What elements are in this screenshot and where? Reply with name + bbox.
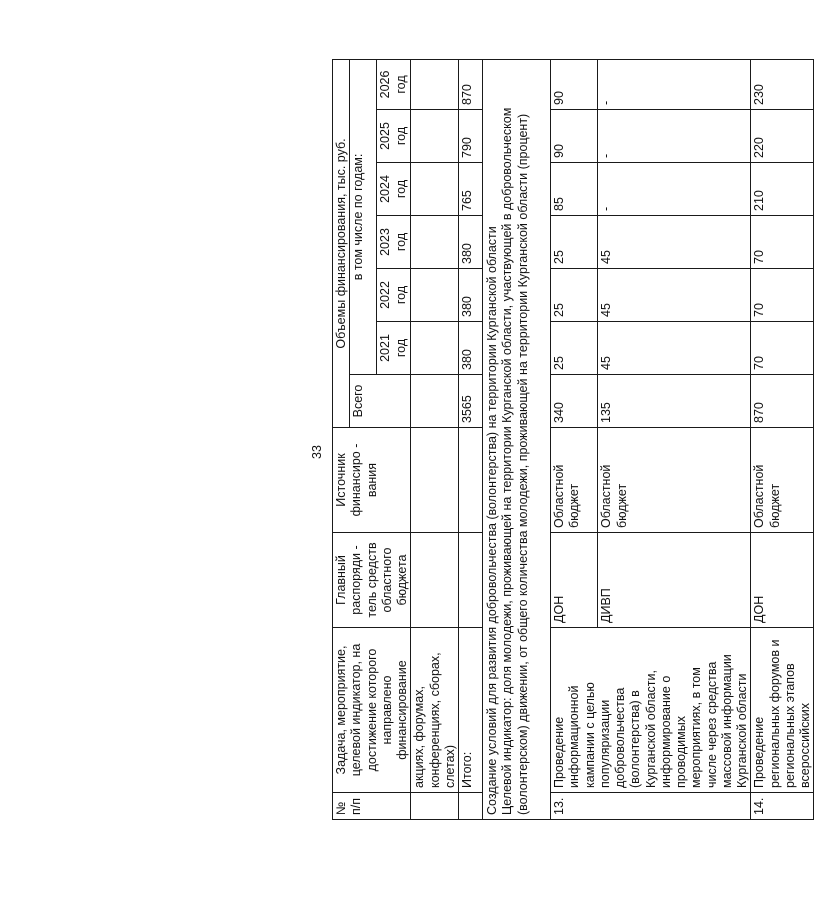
header-by-years: в том числе по годам: [350,59,377,374]
table-row [751,59,814,819]
row-source: Областной бюджет [598,428,751,533]
row-year: 210 [751,163,814,216]
header-year: 2025 год [377,110,411,163]
row-manager: ДОН [751,533,814,628]
header-year: 2023 год [377,216,411,269]
row-year: 25 [551,322,598,375]
header-volume: Объемы финансирования, тыс. руб. [333,59,350,427]
row-year: 45 [598,216,751,269]
row-total: 870 [751,375,814,428]
cont-task: акциях, форумах, конференциях, сборах, слетах) [411,628,459,793]
row-year: 45 [598,322,751,375]
row-total: 135 [598,375,751,428]
row-year: - [598,59,751,109]
row-year: 85 [551,163,598,216]
row-manager: ДИВП [598,533,751,628]
section-cell [483,59,551,819]
header-total: Всего [350,375,411,428]
row-total: 340 [551,375,598,428]
row-source: Областной бюджет [751,428,814,533]
total-year: 380 [459,216,483,269]
row-task: Проведение региональных форумов и региональных этапов всероссийских [751,628,814,793]
row-year: 90 [551,110,598,163]
total-sum: 3565 [459,375,483,428]
header-source: Источник финансиро - вания [333,428,411,533]
row-year: - [598,110,751,163]
total-year: 380 [459,322,483,375]
row-year: 220 [751,110,814,163]
total-row [459,59,483,819]
header-year: 2026 год [377,59,411,109]
header-year: 2024 год [377,163,411,216]
row-year: 90 [551,59,598,109]
row-year: - [598,163,751,216]
row-year: 70 [751,269,814,322]
row-year: 45 [598,269,751,322]
row-manager: ДОН [551,533,598,628]
section-indicator: Целевой индикатор: доля молодежи, проживающей на территории Курганской области, участвующей в добровольческом (волонтерском) движении, от общего количества молодежи, проживающей на территории Курганской области (процент) [500,107,530,815]
row-year: 70 [751,322,814,375]
header-row [333,59,350,819]
total-year: 790 [459,110,483,163]
row-task: Проведение информационной кампании с целью популяризации добровольчества (волонтерства) в Курганской области, информирование о проводимых мероприятиях, в том числе через средства массовой информации Курганской области [551,628,751,793]
header-num: № п/п [333,793,411,820]
section-row [483,59,551,819]
row-year: 230 [751,59,814,109]
financing-table [332,59,814,820]
section-task: Создание условий для развития добровольчества (волонтерства) на территории Курганской области [485,226,499,815]
row-num: 13. [551,793,751,820]
row-year: 70 [751,216,814,269]
total-year: 870 [459,59,483,109]
header-year: 2021 год [377,322,411,375]
continuation-row [411,59,459,819]
row-num: 14. [751,793,814,820]
header-task: Задача, мероприятие, целевой индикатор, на достижение которого направлено финансирование [333,628,411,793]
table-row [551,59,598,819]
page-number: 33 [310,445,324,459]
row-year: 25 [551,216,598,269]
header-year: 2022 год [377,269,411,322]
rotated-table-wrapper [332,60,812,820]
total-year: 380 [459,269,483,322]
header-manager: Главный распоряди - тель средств областного бюджета [333,533,411,628]
row-year: 25 [551,269,598,322]
total-label: Итого: [459,628,483,793]
row-source: Областной бюджет [551,428,598,533]
total-year: 765 [459,163,483,216]
